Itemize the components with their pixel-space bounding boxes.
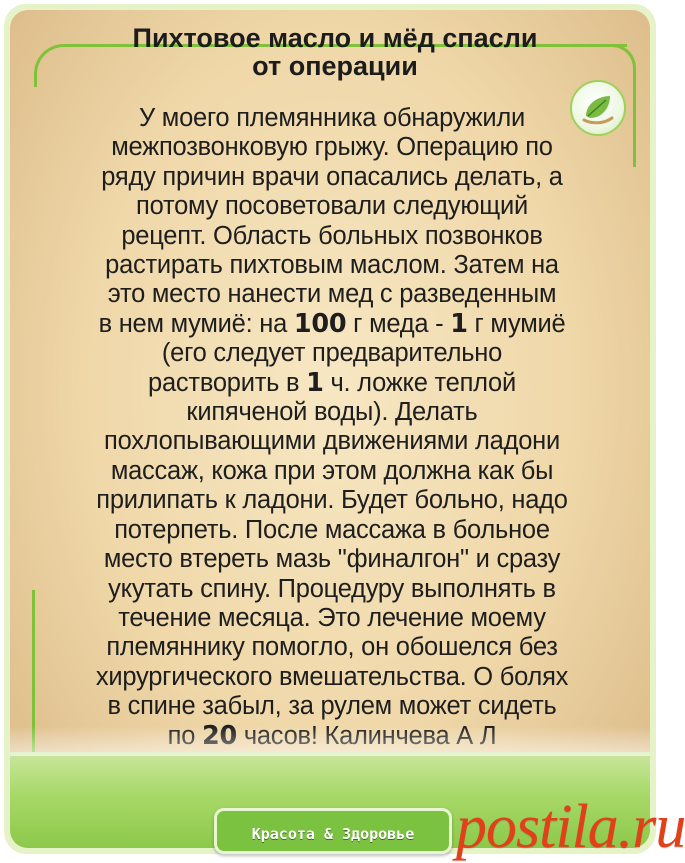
body-line: хирургического вмешательства. О болях: [95, 662, 569, 691]
number-emphasis: 100: [293, 308, 347, 339]
body-line: место втереть мазь "финалгон" и сразу: [103, 545, 561, 574]
body-line: растирать пихтовым маслом. Затем на: [105, 251, 559, 280]
category-badge[interactable]: Красота & Здоровье: [214, 808, 452, 854]
title-line-1: Пихтовое масло и мёд спасли: [132, 23, 538, 53]
body-line: (его следует предварительно: [161, 339, 503, 368]
body-line: похлопывающими движениями ладони: [104, 427, 560, 456]
article-body: [50, 104, 614, 751]
body-line: ряду причин врачи опасались делать, а: [101, 162, 563, 191]
number-emphasis: 1: [450, 308, 468, 339]
body-line: потерпеть. После массажа в больное: [114, 515, 550, 544]
body-line: массаж, кожа при этом должна как бы: [110, 456, 554, 485]
card-frame: [4, 4, 685, 861]
article-title: [60, 24, 610, 80]
body-line: У моего племянника обнаружили: [139, 104, 525, 132]
body-line: межпозвонковую грыжу. Операцию по: [111, 133, 553, 162]
body-line: это место нанести мед с разведенным: [107, 280, 557, 309]
body-line: племяннику помогло, он обошелся без: [106, 633, 558, 662]
body-line: в нем мумиё: на 100 г меда - 1 г мумиё: [98, 308, 566, 339]
body-line: растворить в 1 ч. ложке теплой: [148, 367, 516, 398]
number-emphasis: 1: [306, 367, 324, 398]
site-watermark: postila.ru: [456, 793, 685, 861]
body-line: течение месяца. Это лечение моему: [118, 603, 546, 632]
paper-background: [10, 10, 650, 848]
body-line: потому посоветовали следующий: [136, 192, 528, 221]
title-line-2: от операции: [252, 51, 418, 81]
body-line: кипяченой воды). Делать: [186, 398, 478, 427]
body-line: рецепт. Область больных позвонков: [121, 221, 543, 250]
body-line: прилипать к ладони. Будет больно, надо: [96, 486, 568, 515]
body-line: в спине забыл, за рулем может сидеть: [107, 692, 557, 721]
body-line: укутать спину. Процедуру выполнять в: [108, 574, 556, 603]
